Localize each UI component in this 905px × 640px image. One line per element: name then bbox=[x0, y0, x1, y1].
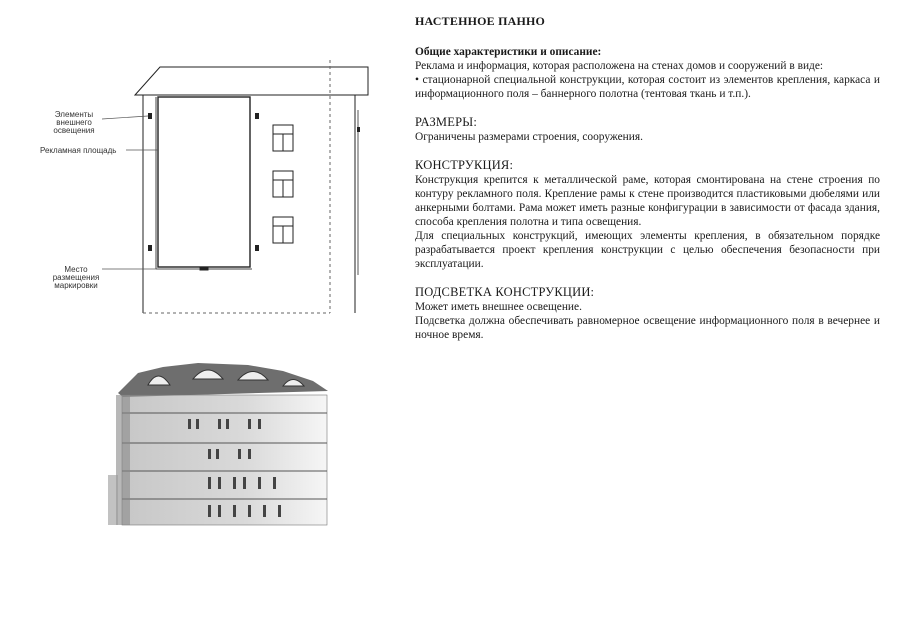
document-title: НАСТЕННОЕ ПАННО bbox=[415, 14, 546, 28]
light-fixtures bbox=[148, 113, 360, 251]
general-paragraph-2: • стационарной специальной конструкции, которая состоит из элементов крепления, каркаса и информационного поля – баннерного полотна (тентовая ткань и т.п.). bbox=[415, 74, 880, 100]
photo-facade bbox=[122, 395, 327, 525]
advertising-panel bbox=[158, 97, 250, 267]
sizes-heading: РАЗМЕРЫ: bbox=[415, 115, 478, 129]
section-sizes bbox=[415, 115, 880, 144]
description-column bbox=[415, 14, 880, 342]
lighting-paragraph-2: Подсветка должна обеспечивать равномерное освещение информационного поля в вечернее и ночное время. bbox=[415, 315, 880, 341]
building-photo bbox=[108, 355, 338, 530]
construction-paragraph-2: Для специальных конструкций, имеющих элементы крепления, в обязательном порядке разрабатывается проект крепления конструкции с целью обеспечения безопасности при эксплуатации. bbox=[415, 230, 880, 270]
lighting-heading: ПОДСВЕТКА КОНСТРУКЦИИ: bbox=[415, 285, 595, 299]
leader-lighting bbox=[102, 116, 148, 119]
callout-marking-place: Место размещения маркировки bbox=[52, 265, 100, 290]
construction-heading: КОНСТРУКЦИЯ: bbox=[415, 158, 514, 172]
construction-paragraph-1: Конструкция крепится к металлической раме, которая смонтирована на стене строения по контуру рекламного поля. Крепление рамы к стене производится пластиковыми дюбелями или анкерными болтами. Рама может иметь разные конфигурации в зависимости от фасада здания, способа крепления полотна и типа освещения. bbox=[415, 174, 880, 228]
section-general bbox=[415, 45, 880, 101]
building-roof bbox=[135, 67, 368, 95]
callout-advertising-area: Рекламная площадь bbox=[40, 146, 117, 155]
lighting-paragraph-1: Может иметь внешнее освещение. bbox=[415, 301, 582, 313]
general-heading: Общие характеристики и описание: bbox=[415, 46, 602, 58]
general-paragraph-1: Реклама и информация, которая расположена на стенах домов и сооружений в виде: bbox=[415, 60, 824, 72]
callout-lighting-elements: Элементы внешнего освещения bbox=[53, 110, 95, 135]
marking-place bbox=[200, 267, 208, 270]
sizes-paragraph-1: Ограничены размерами строения, сооружения. bbox=[415, 131, 643, 143]
windows bbox=[273, 125, 293, 243]
section-construction bbox=[415, 158, 880, 271]
section-lighting bbox=[415, 285, 880, 342]
photo-left-wall bbox=[116, 395, 130, 525]
